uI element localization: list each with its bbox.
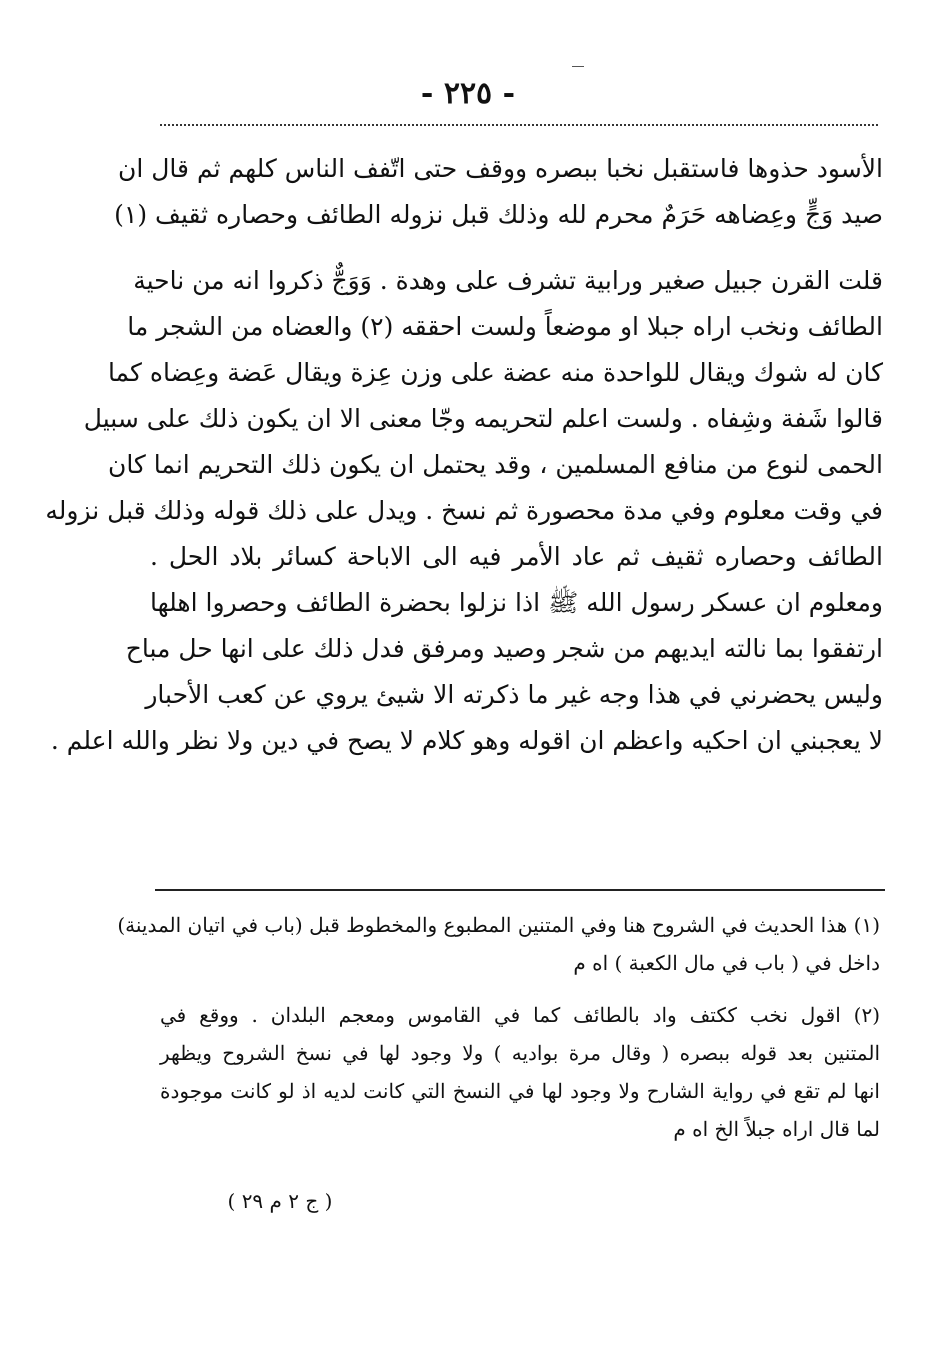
text-line: الطائف وحصاره ثقيف ثم عاد الأمر فيه الى الاباحة كسائر بلاد الحل . — [150, 542, 883, 571]
ink-mark — [572, 66, 584, 67]
text-line: ارتفقوا بما نالته ايديهم من شجر وصيد ومرفق فدل ذلك على انها حل مباح — [125, 634, 883, 663]
text-line: الأسود حذوها فاستقبل نخبا ببصره ووقف حتى اتّفف الناس كلهم ثم قال ان — [118, 154, 883, 183]
footnote-line: (٢) اقول نخب ككتف واد بالطائف كما في القاموس ومعجم البلدان . ووقع في — [160, 1003, 880, 1027]
text-line: الطائف ونخب اراه جبلا او موضعاً ولست احققه (٢) والعضاه من الشجر ما — [127, 312, 883, 341]
page-number: - ٢٢٥ - — [420, 76, 516, 111]
text-line: وليس يحضرني في هذا وجه غير ما ذكرته الا شيئ يروي عن كعب الأحبار — [145, 680, 883, 709]
text-line: الحمى لنوع من منافع المسلمين ، وقد يحتمل ان يكون ذلك التحريم انما كان — [107, 450, 883, 479]
text-line: صيد وَجٍّ وعِضاهه حَرَمٌ محرم لله وذلك قبل نزوله الطائف وحصاره ثقيف (١) — [114, 200, 883, 229]
text-line: ومعلوم ان عسكر رسول الله ﷺ اذا نزلوا بحضرة الطائف وحصروا اهلها — [150, 588, 883, 617]
footnote-gap — [160, 982, 880, 996]
signature-mark: ( ج ٢ م ٢٩ ) — [227, 1189, 333, 1213]
text-line: قلت القرن جبيل صغير ورابية تشرف على وهدة . وَوَجٌّ ذكروا انه من ناحية — [133, 266, 883, 295]
text-line: قالوا شَفة وشِفاه . ولست اعلم لتحريمه وجّا معنى الا ان يكون ذلك على سبيل — [83, 404, 883, 433]
footnote-line: انها لم تقع في رواية الشارح ولا وجود لها في النسخ التي كانت لديه اذ لو كانت موجودة — [160, 1079, 880, 1103]
text-line: كان له شوك ويقال للواحدة منه عضة على وزن عِزة ويقال عَضة وعِضاه كما — [107, 358, 883, 387]
footnote-line: لما قال اراه جبلاً الخ اه م — [673, 1117, 880, 1141]
text-line: في وقت معلوم وفي مدة محصورة ثم نسخ . ويدل على ذلك قوله وذلك قبل نزوله — [45, 496, 883, 525]
footnote-line: المتنين بعد قوله ببصره ( وقال مرة بواديه ) ولا وجود لها في نسخ الشروح ويظهر — [160, 1041, 880, 1065]
footnote-rule — [155, 889, 885, 891]
paragraph-gap — [150, 238, 883, 258]
main-text — [45, 146, 883, 764]
header-rule — [160, 124, 878, 126]
footnote-line: داخل في ( باب في مال الكعبة ) اه م — [573, 951, 880, 975]
text-line: لا يعجبني ان احكيه واعظم ان اقوله وهو كلام لا يصح في دين ولا نظر والله اعلم . — [50, 726, 883, 755]
footnotes — [117, 906, 880, 1148]
footnote-line: (١) هذا الحديث في الشروح هنا وفي المتنين المطبوع والمخطوط قبل (باب في اتيان المدينة) — [117, 913, 880, 937]
